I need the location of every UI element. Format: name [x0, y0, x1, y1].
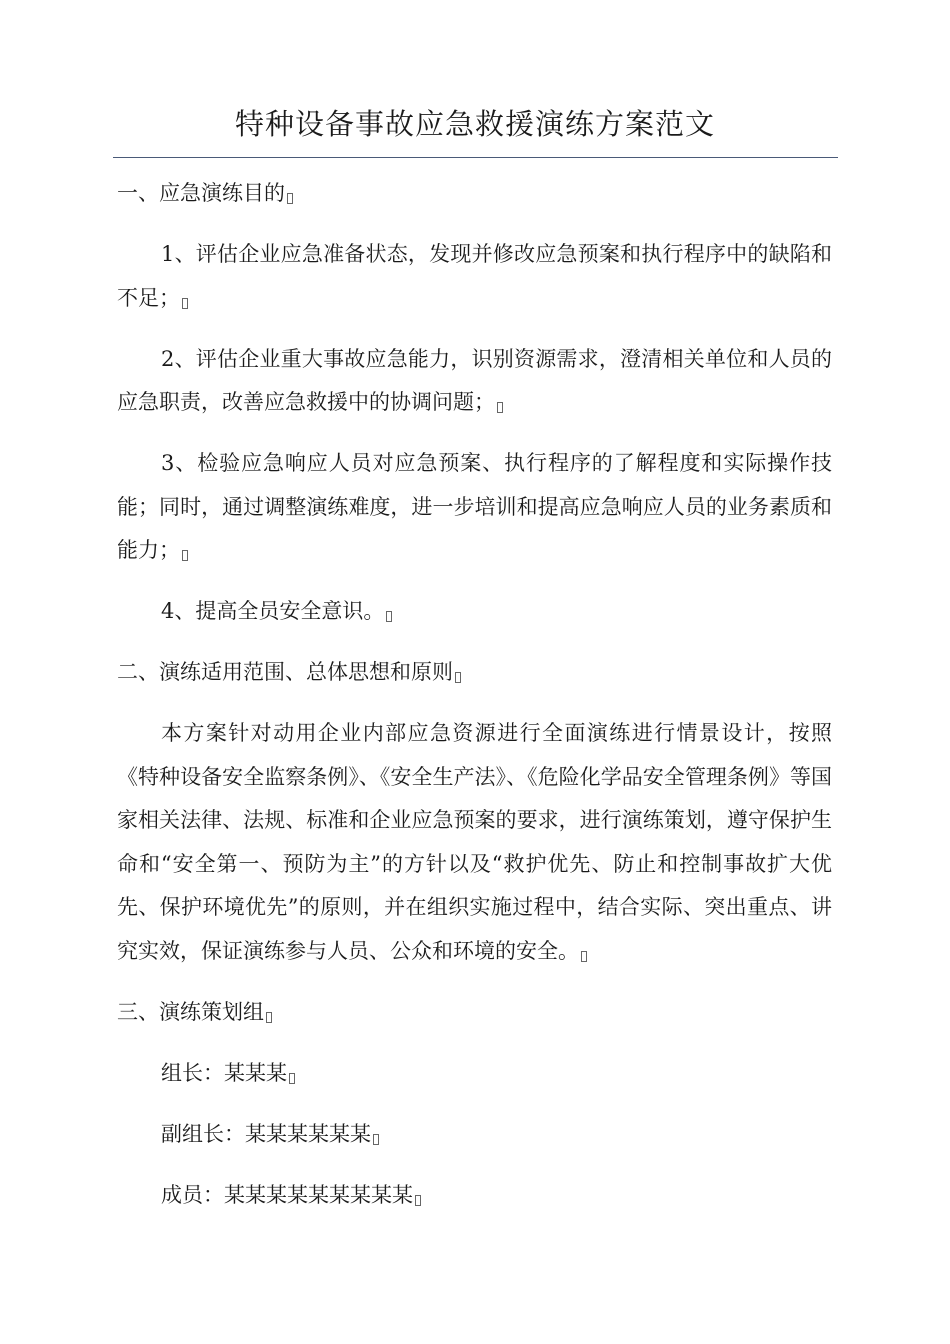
title-divider [113, 157, 838, 158]
paragraph-mark-icon [581, 951, 587, 962]
paragraph-3: 3、检验应急响应人员对应急预案、执行程序的了解程度和实际操作技能；同时，通过调整演练难度，进一步培训和提高应急响应人员的业务素质和能力； [117, 451, 832, 562]
paragraph-5: 本方案针对动用企业内部应急资源进行全面演练进行情景设计，按照《特种设备安全监察条例》、《安全生产法》、《危险化学品安全管理条例》等国家相关法律、法规、标准和企业应急预案的要求，进行演练策划，遵守保护生命和“安全第一、预防为主”的方针以及“救护优先、防止和控制事故扩大优先、保护环境优先”的原则，并在组织实施过程中，结合实际、突出重点、讲究实效，保证演练参与人员、公众和环境的安全。 [117, 721, 832, 963]
paragraph-mark-icon [289, 1073, 295, 1084]
section-heading-1: 一、应急演练目的 [117, 172, 832, 216]
paragraph-mark-icon [182, 298, 188, 309]
paragraph-mark-icon [373, 1134, 379, 1145]
members-line: 成员：某某某某某某某某某 [117, 1174, 832, 1218]
section-heading-2: 二、演练适用范围、总体思想和原则 [117, 651, 832, 695]
paragraph-mark-icon [455, 672, 461, 683]
paragraph-mark-icon [415, 1195, 421, 1206]
paragraph-mark-icon [266, 1012, 272, 1023]
document-title: 特种设备事故应急救援演练方案范文 [234, 107, 715, 141]
deputy-leader-line: 副组长：某某某某某某 [117, 1113, 832, 1157]
team-leader-line: 组长：某某某 [117, 1052, 832, 1096]
paragraph-mark-icon [182, 550, 188, 561]
paragraph-4: 4、提高全员安全意识。 [117, 590, 832, 634]
paragraph-1: 1、评估企业应急准备状态，发现并修改应急预案和执行程序中的缺陷和不足； [117, 242, 832, 310]
paragraph-mark-icon [287, 193, 293, 204]
document-body [117, 172, 832, 1235]
paragraph-2: 2、评估企业重大事故应急能力，识别资源需求，澄清相关单位和人员的应急职责，改善应急救援中的协调问题； [117, 346, 832, 414]
paragraph-mark-icon [386, 611, 392, 622]
section-heading-3: 三、演练策划组 [117, 991, 832, 1035]
paragraph-mark-icon [497, 402, 503, 413]
